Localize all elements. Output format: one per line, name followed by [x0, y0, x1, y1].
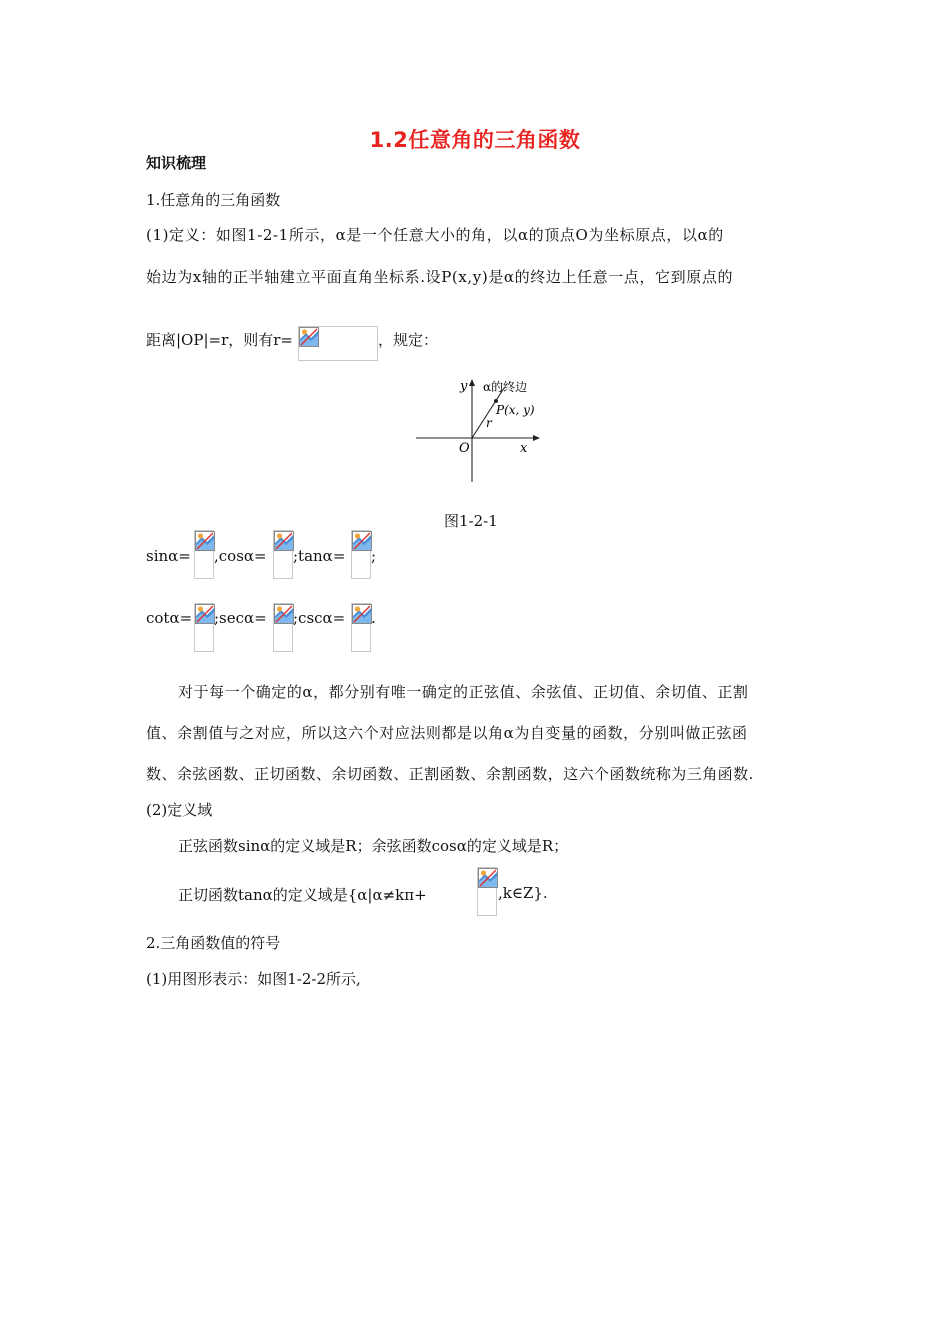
- def-line-2: 始边为x轴的正半轴建立平面直角坐标系.设P(x,y)是α的终边上任意一点，它到原点的: [146, 268, 734, 286]
- def-line-3: [146, 329, 293, 350]
- cot-label: cotα=: [146, 609, 193, 627]
- s1-heading: 1.任意角的三角函数: [146, 191, 281, 209]
- x-label: x: [520, 441, 528, 456]
- y-label: y: [460, 379, 468, 394]
- x-axis-arrow: [533, 435, 540, 441]
- para-line-3: 数、余弦函数、正切函数、余切函数、正割函数、余割函数，这六个函数统称为三角函数.: [146, 765, 754, 783]
- figure-coordinate-plane: [414, 374, 544, 490]
- section-heading: 知识梳理: [146, 154, 207, 172]
- page-title: 1.2任意角的三角函数: [369, 128, 581, 152]
- point-label: P(x, y): [496, 403, 535, 417]
- broken-image-icon: [478, 868, 498, 888]
- formula-image-pi-over-2: [477, 867, 497, 916]
- para-line-2: 值、余割值与之对应，所以这六个对应法则都是以角α为自变量的函数，分别叫做正弦函: [146, 724, 748, 742]
- domain-line-2: 正切函数tanα的定义域是{α|α≠kπ+: [178, 886, 427, 904]
- broken-image-icon: [195, 531, 215, 551]
- sec-label: ;secα=: [214, 609, 267, 627]
- formula-image-r: [298, 326, 378, 361]
- s2-line-1: (1)用图形表示：如图1-2-2所示,: [146, 970, 361, 988]
- origin-label: O: [459, 441, 470, 456]
- broken-image-icon: [274, 531, 294, 551]
- row2-end: .: [371, 609, 376, 627]
- formula-image-cos: [273, 530, 293, 579]
- csc-label: ;cscα=: [293, 609, 346, 627]
- tan-label: ;tanα=: [293, 547, 346, 565]
- domain-line-2-end: ,k∈Z}.: [498, 884, 548, 902]
- row1-end: ;: [371, 547, 377, 565]
- formula-image-csc: [351, 603, 371, 652]
- y-axis-arrow: [469, 379, 475, 386]
- figure-caption: 图1-2-1: [444, 512, 498, 530]
- broken-image-icon: [274, 604, 294, 624]
- domain-line-1: 正弦函数sinα的定义域是R；余弦函数cosα的定义域是R；: [178, 837, 569, 855]
- broken-image-icon: [352, 531, 372, 551]
- domain-heading: (2)定义域: [146, 801, 213, 819]
- formula-image-tan: [351, 530, 371, 579]
- s2-heading: 2.三角函数值的符号: [146, 934, 281, 952]
- para-line-1: 对于每一个确定的α，都分别有唯一确定的正弦值、余弦值、正切值、余切值、正割: [178, 683, 749, 701]
- broken-image-icon: [352, 604, 372, 624]
- cos-label: ,cosα=: [214, 547, 267, 565]
- r-label: r: [486, 416, 492, 430]
- def-line-3-end: ，规定：: [378, 331, 439, 349]
- formula-image-sec: [273, 603, 293, 652]
- broken-image-icon: [299, 327, 319, 347]
- sin-label: sinα=: [146, 547, 191, 565]
- formula-image-cot: [194, 603, 214, 652]
- broken-image-icon: [195, 604, 215, 624]
- def-line-1: (1)定义：如图1-2-1所示，α是一个任意大小的角，以α的顶点O为坐标原点，以α的: [146, 226, 724, 244]
- formula-image-sin: [194, 530, 214, 579]
- terminal-side-label: α的终边: [483, 380, 528, 394]
- def-line-3-text: 距离|OP|=r，则有r=: [146, 331, 293, 349]
